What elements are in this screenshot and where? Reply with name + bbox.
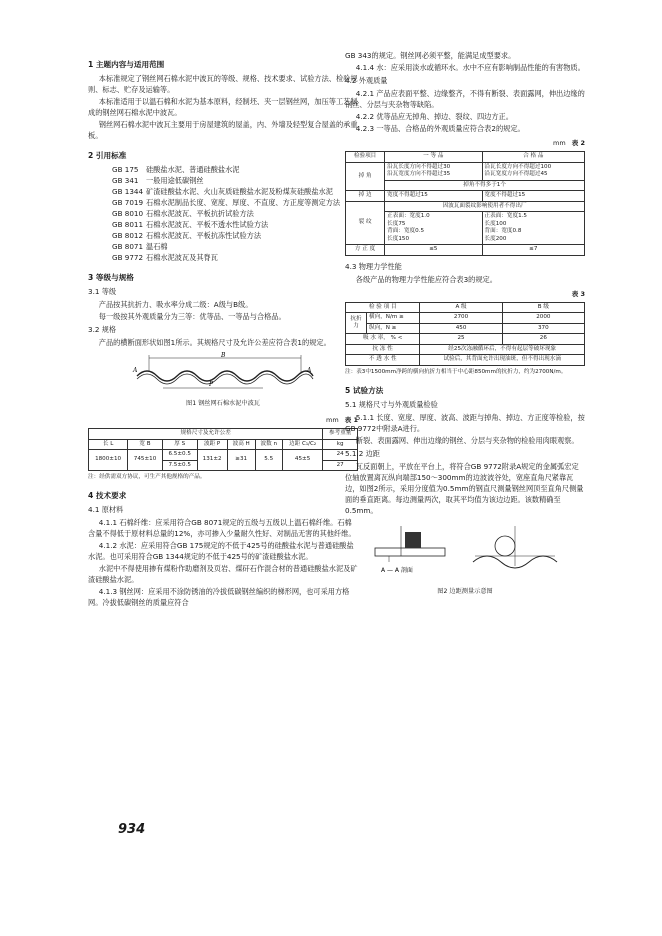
table-3-note: 注：表3中1500mm净跨的横向抗折力相当于中心距850mm的抗折力，约为2700N/m。 xyxy=(345,368,567,375)
table-3-cell-span: 经25次冻融循环后，不得有起层等破坏现象 xyxy=(420,344,585,355)
table-1-col-length: 长 L xyxy=(89,439,128,450)
table-1-col-pitch: 波距 P xyxy=(197,439,227,450)
reference-title: 石棉水泥制品长度、宽度、厚度、不直度、方正度等测定方法 xyxy=(146,198,341,207)
reference-title: 矿渣硅酸盐水泥、火山灰质硅酸盐水泥及粉煤灰硅酸盐水泥 xyxy=(146,187,333,196)
section-1-title: 1 主题内容与适用范围 xyxy=(88,60,165,69)
table-3-row-label: 横向，N/m ≥ xyxy=(367,313,420,324)
table-3-head-b: B 级 xyxy=(502,302,584,313)
table-1-col-thickness: 厚 S xyxy=(162,439,197,450)
table-2-squareness-first-grade: ≤5 xyxy=(385,245,482,256)
figure-1-caption: 图1 钢丝网石棉水泥中波瓦 xyxy=(186,400,260,407)
section-3-title: 3 等级与规格 xyxy=(88,273,134,282)
reference-title: 一般用途低碳钢丝 xyxy=(146,176,204,185)
section-3-2-paragraph: 产品的横断面形状如图1所示。其规格尺寸及允许公差应符合表1的规定。 xyxy=(98,338,331,347)
table-2-corner-first-grade-width: 沿瓦宽度方向不得超过35 xyxy=(387,171,451,177)
reference-code: GB 8010 xyxy=(112,209,144,218)
section-1-paragraph-2: 本标准适用于以温石棉和水泥为基本原料，经制坯、夹一层钢丝网，加压等工艺制成的钢丝网石棉水泥中波瓦。 xyxy=(88,97,358,117)
table-2-crack-qualified-front-width: 正表面：宽度1.5 xyxy=(484,213,527,219)
reference-item xyxy=(112,164,358,175)
table-1-length: 1800±10 xyxy=(89,450,128,471)
table-2-crack-qualified xyxy=(482,212,584,245)
table-2-head-first-grade: 一 等 品 xyxy=(385,152,482,163)
table-2-crack-qualified-back-width: 背面：宽度0.8 xyxy=(484,228,522,234)
table-1 xyxy=(88,428,358,471)
table-2-crack-first-grade-back-width: 背面：宽度0.5 xyxy=(387,228,425,234)
section-4-1-2-continued: 水泥中不得使用掺有煤粉作助磨剂及页岩、煤矸石作混合材的普通硅酸盐水泥及矿渣硅酸盐水泥。 xyxy=(88,564,358,584)
reference-code: GB 7019 xyxy=(112,198,144,207)
reference-item xyxy=(112,230,358,241)
reference-code: GB 1344 xyxy=(112,187,144,196)
table-1-col-width: 宽 B xyxy=(128,439,163,450)
table-1-height: ≥31 xyxy=(227,450,255,471)
table-3-cell-span: 试验后，其背面允许出现油斑，但不得出现水滴 xyxy=(420,355,585,366)
section-5-1-1-continued: 断裂、表面露网、伸出边缘的钢丝、分层与夹杂物的检验用肉眼观察。 xyxy=(355,435,579,445)
table-3-row-label: 纵向，N ≥ xyxy=(367,323,420,334)
table-2-edge-first-grade: 宽度不得超过15 xyxy=(385,191,482,202)
table-2 xyxy=(345,151,585,256)
section-4-1-4: 4.1.4 水：应采用淡水或循环水。水中不应有影响制品性能的有害物质。 xyxy=(355,63,585,72)
table-3-group-bending: 抗折力 xyxy=(346,313,367,334)
left-column xyxy=(88,50,358,609)
table-2-unit: mm xyxy=(553,139,566,147)
reference-item xyxy=(112,208,358,219)
table-3-cell-a: 450 xyxy=(420,323,502,334)
table-1-note: 注：经供需双方协议，可生产其他规格的产品。 xyxy=(88,474,206,480)
table-1-head-ref: 参考重量 xyxy=(323,429,358,440)
subsection-3-1-title: 3.1 等级 xyxy=(88,287,117,296)
reference-code: GB 9772 xyxy=(112,253,144,262)
section-4-1-3: 4.1.3 钢丝网：应采用不涂防锈油的冷拔低碳钢丝编织的梯形网，也可采用方格网。冷拔低碳钢丝的质量应符合 xyxy=(88,587,350,607)
table-2-crack-qualified-front-length: 长度100 xyxy=(484,220,507,227)
subsection-4-1-title: 4.1 原材料 xyxy=(88,505,124,514)
table-2-corner-count: 掉角不得多于1个 xyxy=(385,180,585,191)
table-1-col-height: 波高 H xyxy=(227,439,255,450)
table-2-caption xyxy=(345,138,585,149)
figure-2-caption: 图2 边距测量示意图 xyxy=(437,587,493,595)
table-1-col-weight: kg xyxy=(323,439,358,450)
reference-title: 硅酸盐水泥、普通硅酸盐水泥 xyxy=(146,165,240,174)
table-2-row-crack: 裂 纹 xyxy=(346,201,385,245)
table-2-crack-first-grade-back-length: 长度150 xyxy=(387,235,410,242)
arc-gauge xyxy=(495,536,515,556)
reference-list xyxy=(112,164,358,263)
section-4-1-1: 4.1.1 石棉纤维：应采用符合GB 8071规定的五级与五级以上温石棉纤维。石棉含量不得低于原材料总量的12%，亦可掺入少量耐久性好、对制品无害的其他纤维。 xyxy=(88,518,356,538)
table-2-crack-first-grade xyxy=(385,212,482,245)
table-3-label: 表 3 xyxy=(571,289,585,298)
table-2-corner-qualified-length: 沿瓦长度方向不得超过100 xyxy=(484,163,552,170)
table-2-head-qualified: 合 格 品 xyxy=(482,152,584,163)
table-3-cell-a: 25 xyxy=(420,334,502,345)
table-2-corner-qualified xyxy=(482,162,584,180)
table-1-unit: mm xyxy=(326,416,339,424)
right-column xyxy=(345,50,585,603)
section-5-title: 5 试验方法 xyxy=(345,385,384,395)
reference-code: GB 8012 xyxy=(112,231,144,240)
page-number: 934 xyxy=(118,822,146,837)
section-1-paragraph-1: 本标准规定了钢丝网石棉水泥中波瓦的等级、规格、技术要求、试验方法、检验规则、标志、贮存及运输等。 xyxy=(88,74,358,94)
table-3-row-label: 抗 冻 性 xyxy=(346,344,420,355)
wave-profile xyxy=(137,371,313,381)
corrugated-sheet-figure xyxy=(123,352,323,394)
section-1-paragraph-3: 钢丝网石棉水泥中波瓦主要用于房屋建筑的屋盖，内、外墙及轻型复合屋盖的承重板。 xyxy=(88,120,358,140)
section-4-2-2: 4.2.2 优等品应无掉角、掉边、裂纹、四边方正。 xyxy=(355,112,513,121)
table-3-cell-a: 2700 xyxy=(420,313,502,324)
subsection-5-1-title: 5.1 规格尺寸与外观质量检验 xyxy=(345,399,438,409)
section-4-1-3-continued: GB 343的规定。钢丝网必须平整，能满足成型要求。 xyxy=(345,51,516,60)
table-1-weight-1: 24 xyxy=(323,450,358,461)
table-1-thickness-1: 6.5±0.5 xyxy=(162,450,197,461)
table-1-weight-2: 27 xyxy=(323,460,358,471)
label-p: P xyxy=(209,381,214,388)
reference-item xyxy=(112,175,358,186)
table-1-thickness-2: 7.5±0.5 xyxy=(162,460,197,471)
table-1-label: 表 1 xyxy=(344,416,358,424)
table-2-crack-first-grade-front-length: 长度75 xyxy=(387,220,406,227)
table-3-head-a: A 级 xyxy=(420,302,502,313)
straight-edge-base xyxy=(375,548,445,556)
section-4-2-1: 4.2.1 产品应表面平整、边缘整齐，不得有断裂、表面露网，伸出边缘的钢丝、分层与夹杂物等缺陷。 xyxy=(345,89,585,109)
reference-item xyxy=(112,197,358,208)
reference-title: 石棉水泥波瓦、平板抗冻性试验方法 xyxy=(146,231,262,240)
table-2-edge-qualified: 宽度不得超过15 xyxy=(482,191,584,202)
table-2-label: 表 2 xyxy=(571,139,585,147)
subsection-4-3-title: 4.3 物理力学性能 xyxy=(345,261,402,271)
table-1-width: 745±10 xyxy=(128,450,163,471)
table-3-row-label: 不 透 水 性 xyxy=(346,355,420,366)
reference-item xyxy=(112,252,358,263)
table-1-col-edge: 边距 C₁/C₂ xyxy=(282,439,323,450)
reference-title: 石棉水泥波瓦、平板抗折试验方法 xyxy=(146,209,254,218)
table-1-pitch: 131±2 xyxy=(197,450,227,471)
reference-item xyxy=(112,186,358,197)
reference-code: GB 8071 xyxy=(112,242,144,251)
square-block xyxy=(405,532,421,548)
table-2-crack-general: 因波瓦面裂纹影响使用者不得出厂 xyxy=(385,201,585,212)
subsection-3-2-title: 3.2 规格 xyxy=(88,325,117,334)
label-a-left: A xyxy=(133,367,138,374)
reference-code: GB 8011 xyxy=(112,220,144,229)
section-4-3-paragraph: 各级产品的物理力学性能应符合表3的规定。 xyxy=(355,274,497,284)
subsection-4-2-title: 4.2 外观质量 xyxy=(345,76,388,85)
wave-profile-inner xyxy=(137,374,313,384)
reference-item xyxy=(112,241,358,252)
table-3-head-item: 检 验 项 目 xyxy=(346,302,420,313)
section-2-title: 2 引用标准 xyxy=(88,151,127,160)
subsection-5-1-2-title: 5.1.2 边距 xyxy=(345,448,380,458)
table-3-cell-b: 26 xyxy=(502,334,584,345)
table-3-cell-b: 2000 xyxy=(502,313,584,324)
reference-item xyxy=(112,219,358,230)
table-1-caption xyxy=(88,415,358,426)
label-b: B xyxy=(221,352,226,359)
table-3-row-label: 吸 水 率， % < xyxy=(346,334,420,345)
table-2-row-squareness: 方 正 度 xyxy=(346,245,385,256)
table-2-row-edge: 掉 边 xyxy=(346,191,385,202)
table-1-count: 5.5 xyxy=(255,450,282,471)
section-5-1-2-paragraph: 瓦反面朝上，平放在平台上，将符合GB 9772附录A规定的金属弧宏定位轴放置离瓦纵向端部150～300mm的边波波谷处，宽座直角尺紧靠瓦边，如图2所示，采用分度值为0.5mm的钢直尺测量钢丝网顶至直角尺侧量面的垂直距离。每边测量两次，取其平均值为该边边距。该数精确至0.5mm。 xyxy=(345,461,584,515)
reference-code: GB 175 xyxy=(112,165,139,174)
table-2-crack-first-grade-front-width: 正表面：宽度1.0 xyxy=(387,213,430,219)
table-3 xyxy=(345,302,585,366)
table-2-corner-first-grade xyxy=(385,162,482,180)
table-2-row-corner: 掉 角 xyxy=(346,162,385,191)
reference-title: 石棉水泥波瓦及其脊瓦 xyxy=(146,253,218,262)
table-2-crack-qualified-back-length: 长度200 xyxy=(484,235,507,242)
section-4-2-3: 4.2.3 一等品、合格品的外观质量应符合表2的规定。 xyxy=(355,124,525,133)
table-1-edge: 45±5 xyxy=(282,450,323,471)
label-a-right: A xyxy=(307,367,312,374)
section-3-1-paragraph-2: 每一级按其外观质量分为三等：优等品、一等品与合格品。 xyxy=(98,312,286,321)
table-3-cell-b: 370 xyxy=(502,323,584,334)
table-2-head-item: 检验项目 xyxy=(346,152,385,163)
section-5-1-1: 5.1.1 长度、宽度、厚度、波高、波距与掉角、掉边、方正度等检验，按GB 9772中附录A进行。 xyxy=(345,412,585,433)
table-2-squareness-qualified: ≤7 xyxy=(482,245,584,256)
reference-title: 温石棉 xyxy=(146,242,168,251)
table-1-head-main: 规格尺寸及允许公差 xyxy=(89,429,323,440)
section-label: A — A 剖面 xyxy=(381,566,413,574)
reference-title: 石棉水泥波瓦、平板不透水性试验方法 xyxy=(146,220,269,229)
section-4-1-2: 4.1.2 水泥：应采用符合GB 175规定的不低于425号的硅酸盐水泥与普通硅酸盐水泥。也可采用符合GB 1344规定的不低于425号的矿渣硅酸盐水泥。 xyxy=(88,541,354,561)
table-2-corner-qualified-width: 沿瓦宽度方向不得超过45 xyxy=(484,171,548,177)
section-3-1-paragraph-1: 产品按其抗折力、吸水率分成二级：A级与B级。 xyxy=(98,300,253,309)
edge-measurement-figure xyxy=(365,522,565,582)
table-3-caption xyxy=(345,289,585,300)
table-1-col-count: 波数 n xyxy=(255,439,282,450)
reference-code: GB 341 xyxy=(112,176,139,185)
table-2-corner-first-grade-length: 沿瓦长度方向不得超过30 xyxy=(387,163,451,170)
section-4-title: 4 技术要求 xyxy=(88,491,127,500)
